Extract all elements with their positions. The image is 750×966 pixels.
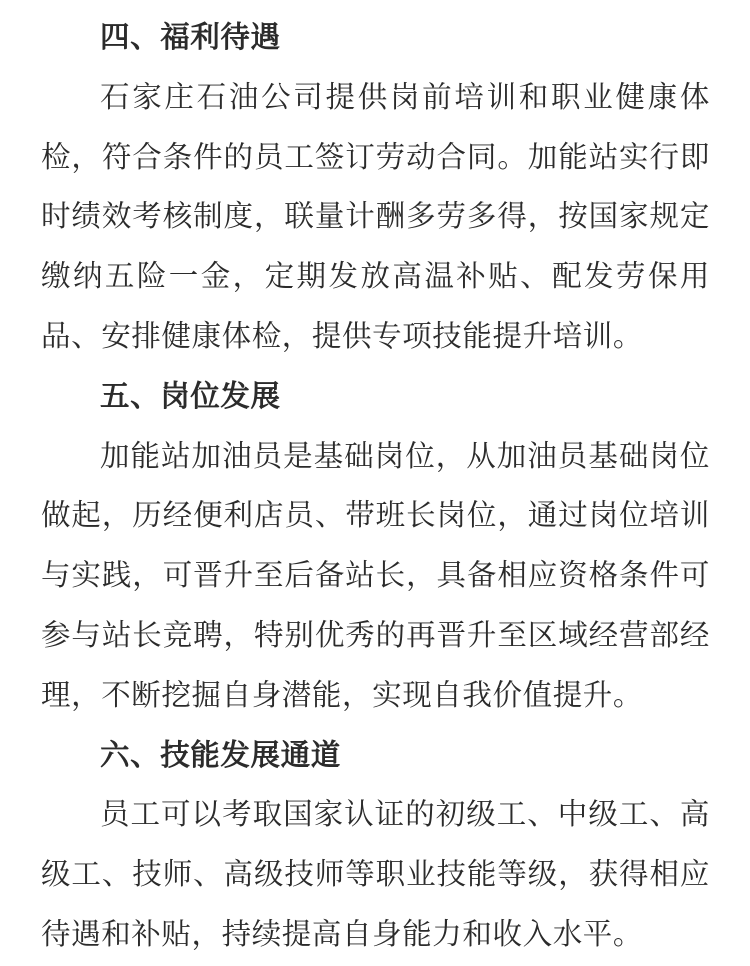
section-heading-career: 五、岗位发展 <box>100 378 281 413</box>
section-heading-welfare: 四、福利待遇 <box>100 20 281 54</box>
section-body-career: 加能站加油员是基础岗位，从加油员基础岗位做起，历经便利店员、带班长岗位，通过岗位培训与实践，可晋升至后备站长，具备相应资格条件可参与站长竞聘，特别优秀的再晋升至区域经营部经理，不断挖掘自身潜能，实现自我价值提升。 <box>41 438 710 712</box>
section-heading-skills: 六、技能发展通道 <box>100 737 341 772</box>
section-body-welfare: 石家庄石油公司提供岗前培训和职业健康体检，符合条件的员工签订劳动合同。加能站实行即时绩效考核制度，联量计酬多劳多得，按国家规定缴纳五险一金，定期发放高温补贴、配发劳保用品、安排健康体检，提供专项技能提升培训。 <box>41 79 710 353</box>
section-body-skills: 员工可以考取国家认证的初级工、中级工、高级工、技师、高级技师等职业技能等级，获得相应待遇和补贴，持续提高自身能力和收入水平。 <box>41 797 710 951</box>
